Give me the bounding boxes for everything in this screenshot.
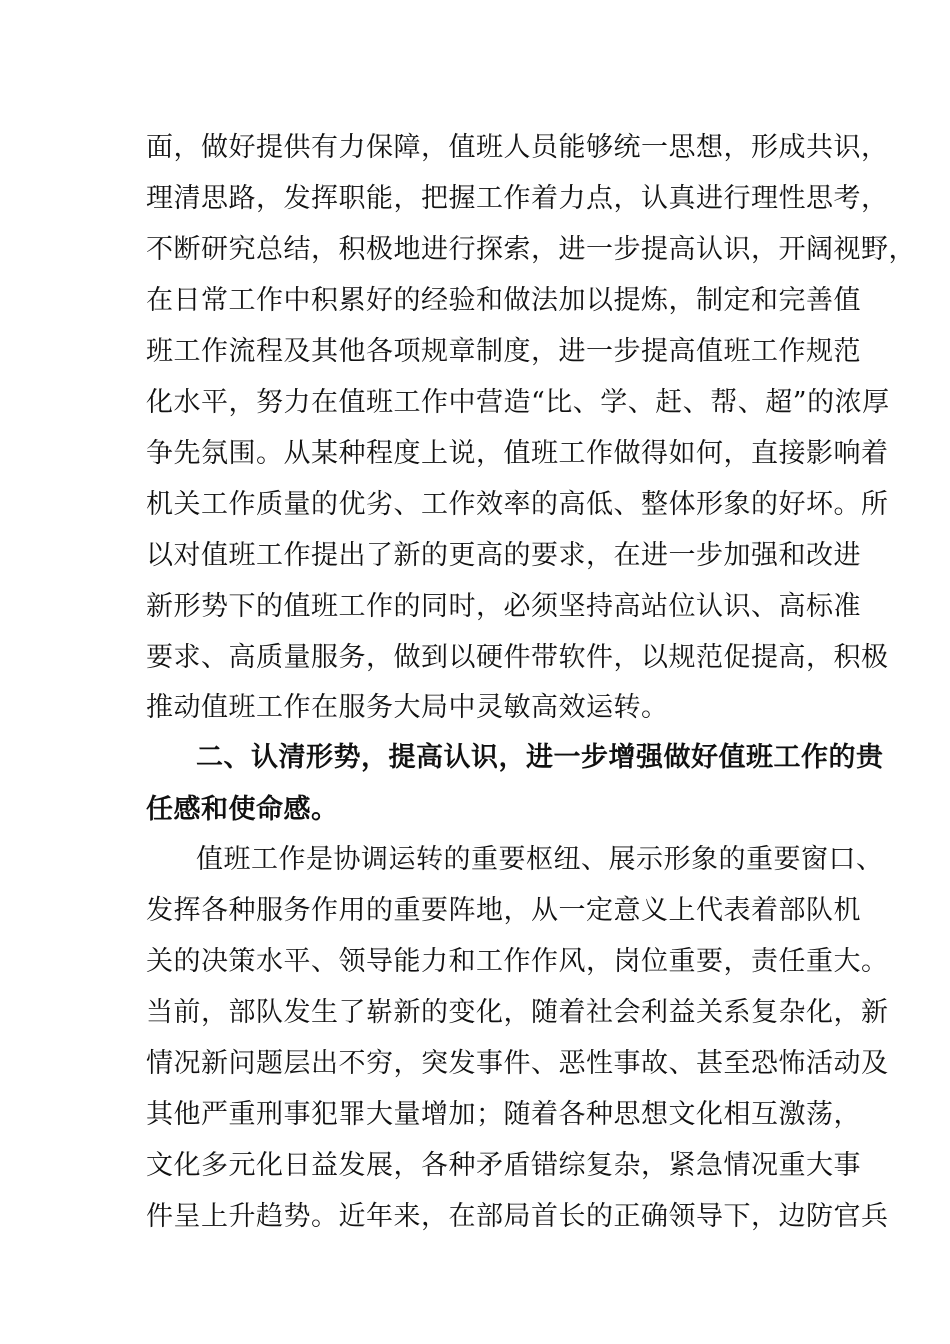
paragraph-line: 值班工作是协调运转的重要枢纽、展示形象的重要窗口、 <box>196 844 884 875</box>
paragraph-line: 化水平，努力在值班工作中营造“比、学、赶、帮、超”的浓厚 <box>146 387 890 418</box>
paragraph-line: 争先氛围。从某种程度上说，值班工作做得如何，直接影响着 <box>146 438 889 469</box>
paragraph-line: 在日常工作中积累好的经验和做法加以提炼，制定和完善值 <box>146 285 861 316</box>
paragraph-line: 情况新问题层出不穷，突发事件、恶性事故、甚至恐怖活动及 <box>146 1048 889 1079</box>
paragraph-line: 面，做好提供有力保障，值班人员能够统一思想，形成共识， <box>146 132 889 163</box>
paragraph-line: 要求、高质量服务，做到以硬件带软件，以规范促提高，积极 <box>146 642 889 673</box>
paragraph-line: 关的决策水平、领导能力和工作作风，岗位重要，责任重大。 <box>146 946 889 977</box>
paragraph-line: 以对值班工作提出了新的更高的要求，在进一步加强和改进 <box>146 540 861 571</box>
paragraph-line: 班工作流程及其他各项规章制度，进一步提高值班工作规范 <box>146 336 861 367</box>
paragraph-line: 推动值班工作在服务大局中灵敏高效运转。 <box>146 692 669 723</box>
paragraph-line: 不断研究总结，积极地进行探索，进一步提高认识，开阔视野， <box>146 234 916 265</box>
section-heading: 二、认清形势，提高认识，进一步增强做好值班工作的贵 <box>196 742 884 773</box>
paragraph-line: 件呈上升趋势。近年来，在部局首长的正确领导下，边防官兵 <box>146 1201 889 1232</box>
section-heading-continued: 任感和使命感。 <box>146 794 339 825</box>
paragraph-line: 新形势下的值班工作的同时，必须坚持高站位认识、高标准 <box>146 591 861 622</box>
paragraph-line: 其他严重刑事犯罪大量增加；随着各种思想文化相互激荡， <box>146 1099 861 1130</box>
paragraph-line: 当前，部队发生了崭新的变化，随着社会利益关系复杂化，新 <box>146 997 889 1028</box>
paragraph-line: 理清思路，发挥职能，把握工作着力点，认真进行理性思考， <box>146 183 889 214</box>
paragraph-line: 发挥各种服务作用的重要阵地，从一定意义上代表着部队机 <box>146 895 861 926</box>
paragraph-line: 机关工作质量的优劣、工作效率的高低、整体形象的好坏。所 <box>146 489 889 520</box>
paragraph-line: 文化多元化日益发展，各种矛盾错综复杂，紧急情况重大事 <box>146 1150 861 1181</box>
